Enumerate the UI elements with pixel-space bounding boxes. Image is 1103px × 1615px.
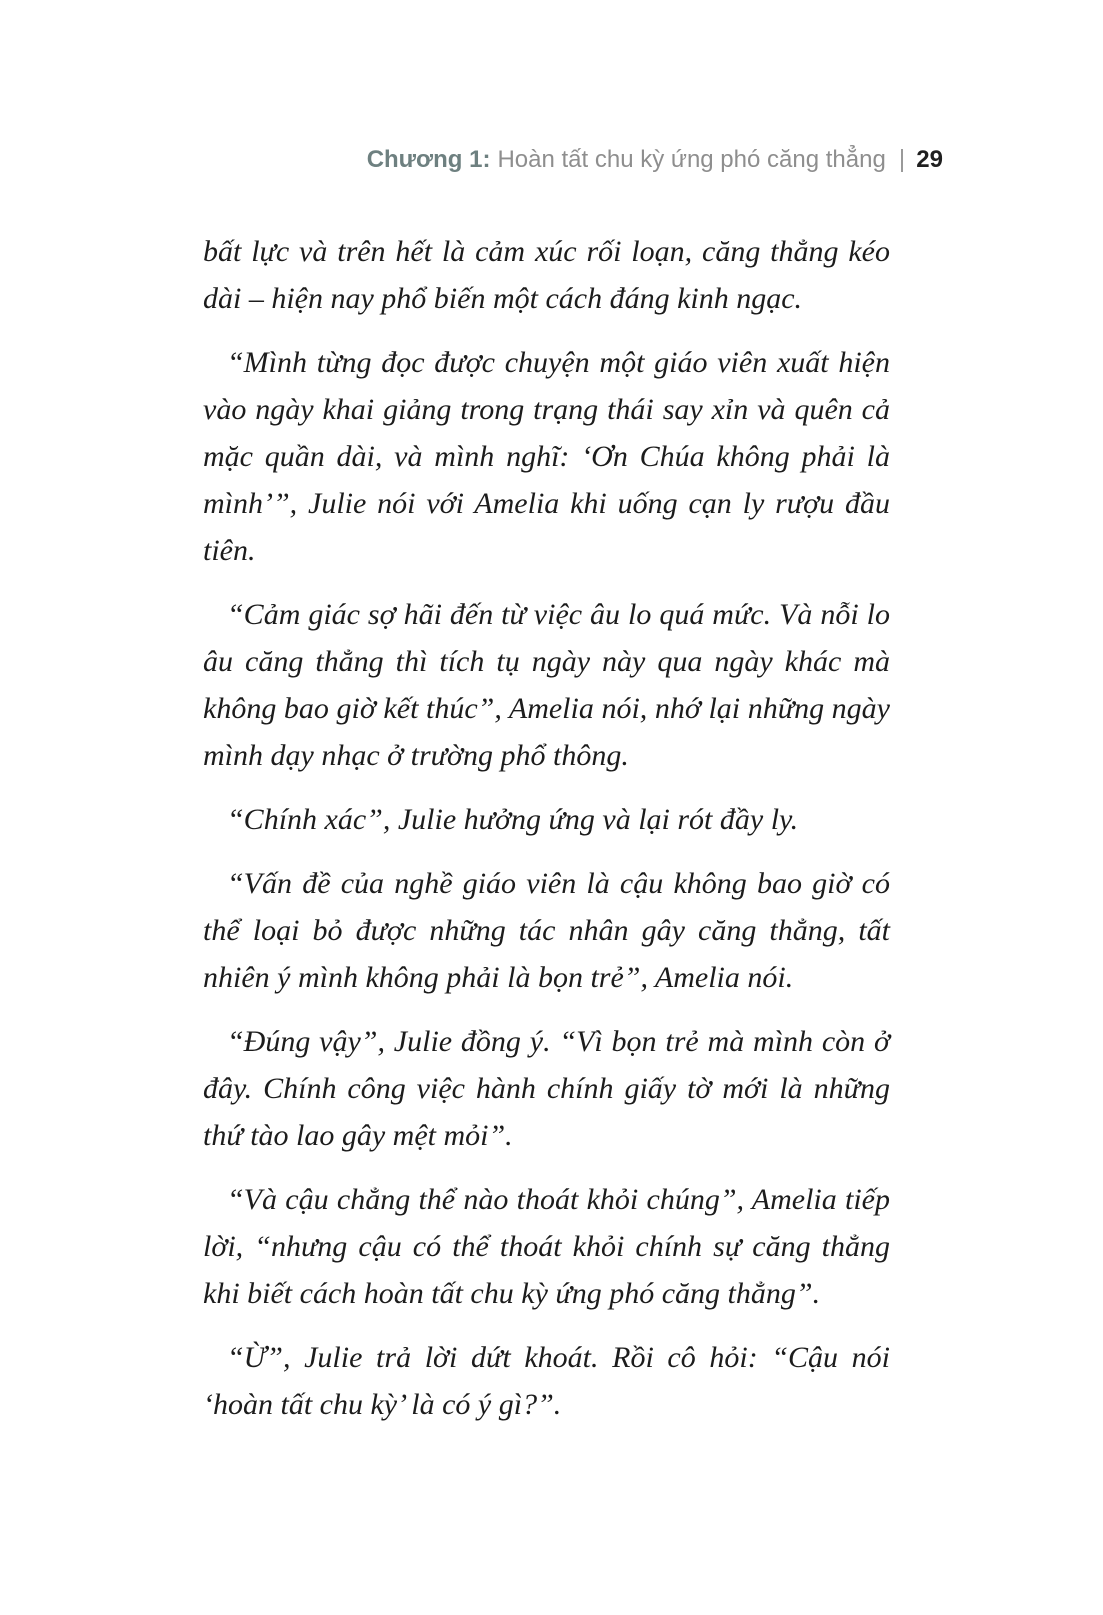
body-paragraph: “Cảm giác sợ hãi đến từ việc âu lo quá mức. Và nỗi lo âu căng thẳng thì tích tụ ngày này qua ngày khác mà không bao giờ kết thúc”, Amelia nói, nhớ lại những ngày mình dạy nhạc ở trường phổ thông.	[203, 598, 890, 772]
body-paragraph: “Và cậu chẳng thể nào thoát khỏi chúng”, Amelia tiếp lời, “nhưng cậu có thể thoát khỏi chính sự căng thẳng khi biết cách hoàn tất chu kỳ ứng phó căng thẳng”.	[203, 1183, 890, 1310]
body-paragraph: “Chính xác”, Julie hưởng ứng và lại rót đầy ly.	[227, 803, 799, 836]
running-head	[367, 143, 943, 176]
body-paragraph: “Mình từng đọc được chuyện một giáo viên xuất hiện vào ngày khai giảng trong trạng thái say xỉn và quên cả mặc quần dài, và mình nghĩ: ‘Ơn Chúa không phải là mình’”, Julie nói với Amelia khi uống cạn ly rượu đầu tiên.	[203, 346, 890, 567]
chapter-title: Hoàn tất chu kỳ ứng phó căng thẳng	[497, 146, 886, 173]
body-paragraph: “Vấn đề của nghề giáo viên là cậu không bao giờ có thể loại bỏ được những tác nhân gây căng thẳng, tất nhiên ý mình không phải là bọn trẻ”, Amelia nói.	[203, 867, 890, 994]
header-separator: |	[898, 145, 906, 173]
text-column	[203, 228, 890, 1445]
page-number: 29	[916, 146, 943, 173]
body-paragraph: bất lực và trên hết là cảm xúc rối loạn, căng thẳng kéo dài – hiện nay phổ biến một cách đáng kinh ngạc.	[203, 235, 890, 315]
body-paragraph: “Đúng vậy”, Julie đồng ý. “Vì bọn trẻ mà mình còn ở đây. Chính công việc hành chính giấy tờ mới là những thứ tào lao gây mệt mỏi”.	[203, 1025, 890, 1152]
chapter-label: Chương 1:	[366, 146, 491, 173]
body-paragraph: “Ừ”, Julie trả lời dứt khoát. Rồi cô hỏi: “Cậu nói ‘hoàn tất chu kỳ’ là có ý gì?”.	[203, 1341, 890, 1421]
